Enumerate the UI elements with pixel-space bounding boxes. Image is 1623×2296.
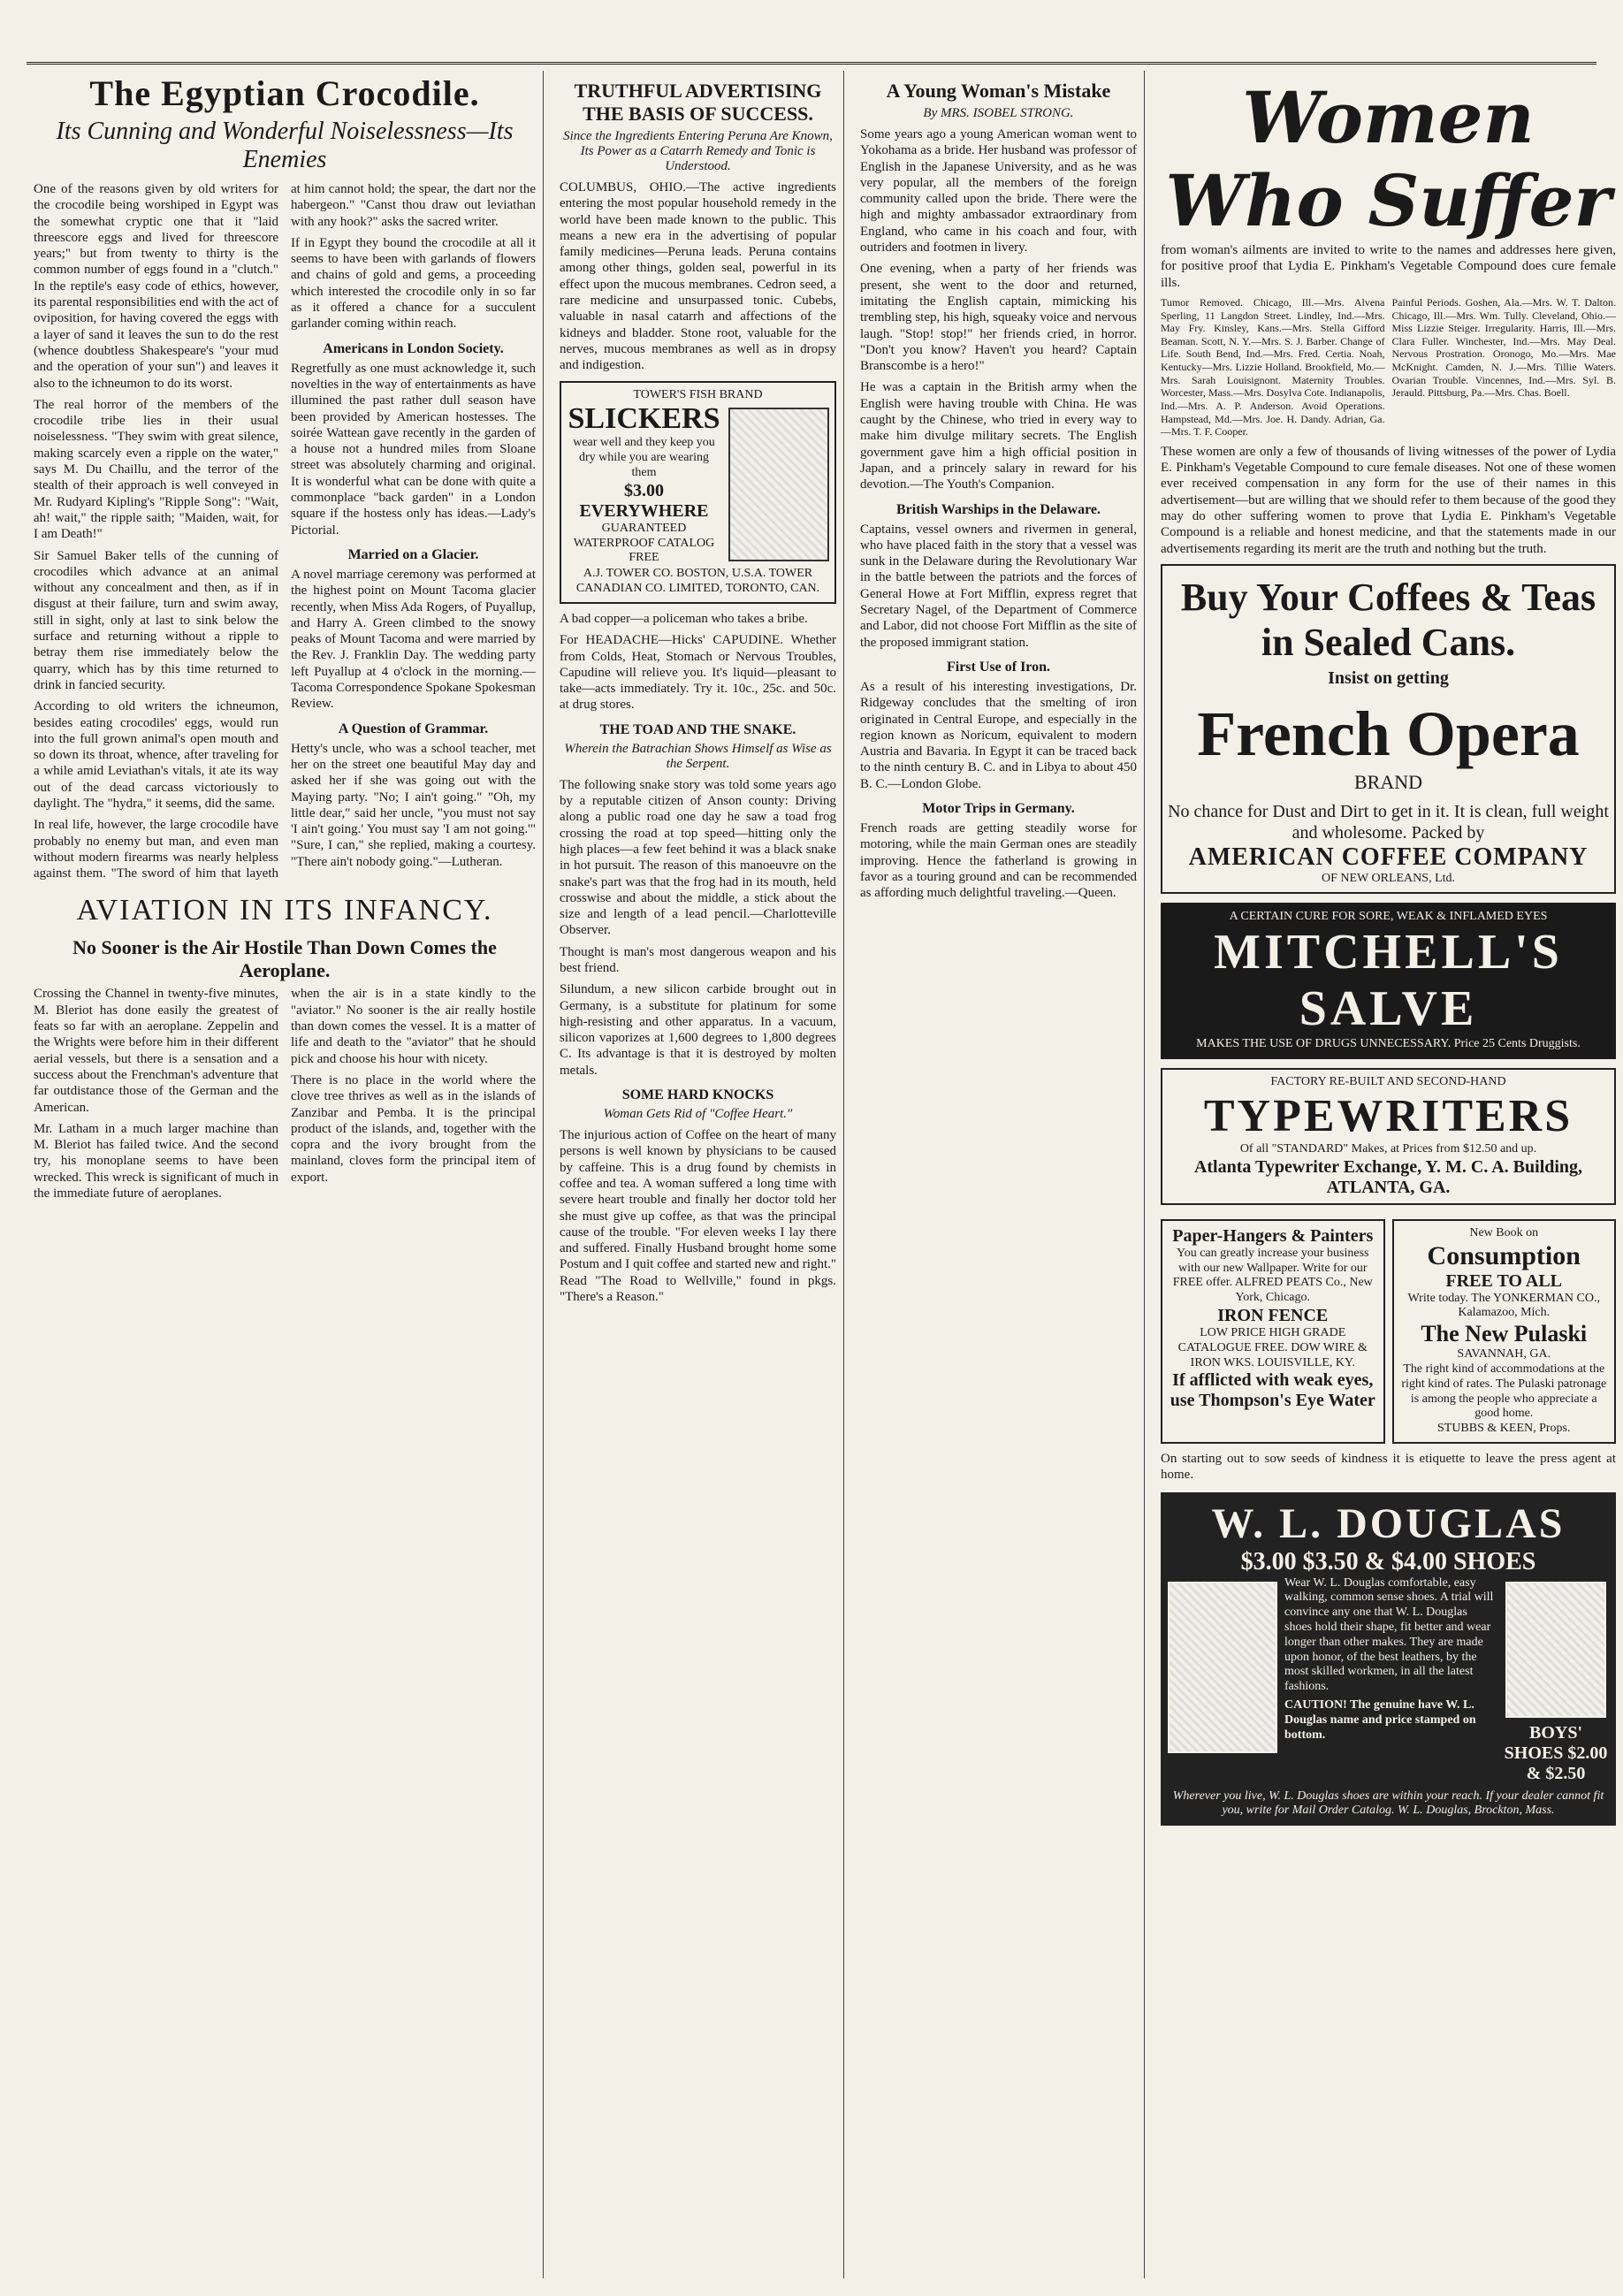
paper-hangers-ad bbox=[1161, 1219, 1385, 1444]
slickers-content bbox=[567, 402, 829, 567]
typewriter-ad bbox=[1161, 1068, 1616, 1205]
silundum-body: Silundum, a new silicon carbide brought out in Germany, is a substitute for platinum for some high-resisting and other apparatus. In a vacuum, silicon vaporizes at 1,600 degrees to 1,800 degrees C. Its advantage is that it is destroyed by molten metals. bbox=[560, 982, 836, 1078]
iron-fence-title: IRON FENCE bbox=[1217, 1306, 1329, 1326]
french-opera-brand: French Opera bbox=[1197, 698, 1580, 769]
peruna-body: COLUMBUS, OHIO.—The active ingredients entering the most popular household remedy in the world have been made known to the public. This means a new era in the advertising of popular family medicines—Peruna leads. Peruna contains among other things, golden seal, powerful in its effect upon the mucous membranes. Cedron seed, a rare medicine and unsurpassed tonic. Cubebs, valuable in nasal catarrh and affections of the kidneys and bladder. Stone root, valuable for the nerves, mucous membranes as well as in dropsy and indigestion. bbox=[560, 180, 836, 373]
peruna-subtitle: Since the Ingredients Entering Peruna Are Known, Its Power as a Catarrh Remedy and Tonic is Understood. bbox=[563, 129, 833, 173]
salve-bottom: MAKES THE USE OF DRUGS UNNECESSARY. Price 25 Cents Druggists. bbox=[1196, 1037, 1581, 1051]
society-body: Regretfully as one must acknowledge it, such novelties in the way of entertainments as have illumined the past rather dull season have been provided by American hostesses. The soirée Wattean gave recently in the garden of a house not a hundred miles from Sloane street was absolutely charming and original. It is wonderful what can be done with quite a commonplace "back garden" in a London square if the hostess only has ideas.—Lady's Pictorial. bbox=[291, 361, 536, 538]
grammar-title: A Question of Grammar. bbox=[338, 721, 489, 736]
slickers-ad bbox=[560, 381, 836, 604]
brand-label: BRAND bbox=[1353, 770, 1422, 793]
slickers-guarantee: GUARANTEED WATERPROOF CATALOG FREE bbox=[573, 521, 715, 565]
eye-water: If afflicted with weak eyes, use Thompson's Eye Water bbox=[1170, 1370, 1375, 1411]
small-ads-row bbox=[1161, 1212, 1616, 1451]
tower-brand: TOWER'S FISH BRAND bbox=[633, 387, 763, 401]
paper-hangers-body: You can greatly increase your business with our new Wallpaper. Write for our FREE offer. ALFRED PEATS Co., New York, Chicago. bbox=[1172, 1246, 1373, 1305]
mistake-title: A Young Woman's Mistake bbox=[886, 80, 1111, 102]
knocks-subtitle: Woman Gets Rid of "Coffee Heart." bbox=[603, 1107, 793, 1122]
toad-subtitle: Wherein the Batrachian Shows Himself as Wise as the Serpent. bbox=[564, 741, 832, 771]
crocodile-para-3: Sir Samuel Baker tells of the cunning of crocodiles which advance at an animal without any concealment and then, as if in disgust at their failure, turn and swim away, still in sight, only at last to sink below the surface and returning without a ripple to betray them rise immediately below the quarry, which has by this time returned to drink in fancied security. bbox=[34, 548, 278, 692]
women-who-suffer-title: Women Who Suffer bbox=[1165, 76, 1612, 242]
top-rule bbox=[27, 62, 1596, 65]
column-crocodile bbox=[27, 71, 544, 2278]
american-coffee-company: AMERICAN COFFEE COMPANY bbox=[1188, 843, 1589, 871]
pulaski-title: The New Pulaski bbox=[1421, 1321, 1588, 1347]
columns bbox=[27, 71, 1616, 2278]
women-intro: from woman's ailments are invited to write to the names and addresses here given, for positive proof that Lydia E. Pinkham's Vegetable Compound does cure female ills. bbox=[1161, 243, 1616, 290]
crocodile-para-2: The real horror of the members of the crocodile tribe lies in their usual noiselessness. "They swim with great silence, making scarcely even a ripple on the water," says M. Du Chaillu, and the terror of the stealth of their approach is well conveyed in Mr. Rudyard Kipling's "Ripple Song": "Wait, ah! wait," the ripple saith; "Maiden, wait, for I am Death!" bbox=[34, 397, 278, 542]
crocodile-headline: The Egyptian Crocodile. bbox=[89, 73, 480, 113]
acc-city: OF NEW ORLEANS, Ltd. bbox=[1321, 871, 1456, 885]
warships-title: British Warships in the Delaware. bbox=[896, 501, 1101, 517]
douglas-portrait bbox=[1505, 1582, 1606, 1718]
mistake-para-1: Some years ago a young American woman went to Yokohama as a bride. Her husband was professor of English in the Japanese University, and as he was very popular, all the members of the foreign community called upon the bride. There were the high and mighty ambassador extraordinary from England, who came in his coach and four, with outriders and footmen in livery. bbox=[860, 127, 1137, 256]
consumption-body: Write today. The YONKERMAN CO., Kalamazoo, Mich. bbox=[1407, 1291, 1600, 1320]
knocks-title: SOME HARD KNOCKS bbox=[621, 1087, 774, 1103]
pulaski-props: STUBBS & KEEN, Props. bbox=[1436, 1422, 1571, 1436]
crocodile-para-4: According to old writers the ichneumon, besides eating crocodiles' eggs, would run into the full grown animal's open mouth and so down its throat, whence, after traveling for a while amid Leviathan's vitals, it ate its way out of the dead carcass victoriously to daylight. The "hydra," it seems, did the same. bbox=[34, 699, 278, 811]
iron-body: As a result of his interesting investigations, Dr. Ridgeway concludes that the smelting of iron originated in Central Europe, and especially in the region known as Noricum, equivalent to modern Austria and Bavaria. In Egypt it can be traced back to the ninth century B. C. and in Libya to about 450 B. C.—London Globe. bbox=[860, 679, 1137, 791]
typewriter-exchange: Atlanta Typewriter Exchange, Y. M. C. A. Building, ATLANTA, GA. bbox=[1193, 1156, 1583, 1197]
mistake-para-3: He was a captain in the British army when the English were having trouble with China. He was caught by the Chinese, who tried in every way to make him divulge military secrets. The English government gave him a high official position in Japan, and a princely salary in reward for his devotion.—The Youth's Companion. bbox=[860, 380, 1137, 492]
douglas-footer: Wherever you live, W. L. Douglas shoes are within your reach. If your dealer cannot fit you, write for Mail Order Catalog. W. L. Douglas, Brockton, Mass. bbox=[1172, 1789, 1604, 1818]
fisherman-illustration bbox=[728, 408, 829, 561]
typewriter-sub: Of all "STANDARD" Makes, at Prices from $12.50 and up. bbox=[1239, 1142, 1537, 1156]
slickers-maker: A.J. TOWER CO. BOSTON, U.S.A. TOWER CANADIAN CO. LIMITED, TORONTO, CAN. bbox=[575, 567, 820, 596]
typewriter-top: FACTORY RE-BUILT AND SECOND-HAND bbox=[1270, 1075, 1506, 1089]
motor-title: Motor Trips in Germany. bbox=[922, 800, 1075, 816]
douglas-name: W. L. DOUGLAS bbox=[1211, 1499, 1566, 1547]
coffee-insist: Insist on getting bbox=[1328, 667, 1449, 688]
knocks-body: The injurious action of Coffee on the heart of many persons is well known by physicians to be caused by caffeine. This is a drug found by chemists in coffee and tea. A woman suffered a long time with severe heart trouble and finally her doctor told her she must give up coffee, as that was the principal cause of the trouble. "For eleven weeks I lay there and suffered. Finally Husband brought home some Postum and I quit coffee and started new and right." Read "The Road to Wellville," found in pkgs. "There's a Reason." bbox=[560, 1128, 836, 1305]
capudine-ad: For HEADACHE—Hicks' CAPUDINE. Whether from Colds, Heat, Stomach or Nervous Troubles, Capudine will relieve you. It's liquid—pleasant to take—acts immediately. Try it. 10c., 25c. and 50c. at drug stores. bbox=[560, 633, 836, 713]
crocodile-body bbox=[34, 181, 536, 881]
coffee-ad bbox=[1161, 564, 1616, 894]
aviation-para-3: when the air is in a state kindly to the "aviator." No sooner is the air really hostile than down comes the vessel. It is a matter of life and death to the "aviator" that he should pick and choose his hour with nicety. bbox=[291, 987, 536, 1066]
salve-ad bbox=[1161, 903, 1616, 1060]
aviation-headline: AVIATION IN ITS INFANCY. bbox=[76, 894, 493, 927]
mistake-byline: By MRS. ISOBEL STRONG. bbox=[923, 106, 1074, 120]
coffee-title: Buy Your Coffees & Teas in Sealed Cans. bbox=[1180, 575, 1596, 664]
mistake-para-2: One evening, when a party of her friends was present, she went to the door and returned, imitating the English captain, mimicking his trembling step, his high, squeaky voice and nervous laugh. "Stop! stop!" her friends cried, in horror. "Don't you know? Haven't you heard? Captain Branscombe is a hero!" bbox=[860, 262, 1137, 374]
pulaski-city: SAVANNAH, GA. bbox=[1457, 1347, 1551, 1362]
aviation-subhead: No Sooner is the Air Hostile Than Down Comes the Aeroplane. bbox=[72, 936, 497, 982]
slickers-subtitle: wear well and they keep you dry while you are wearing them bbox=[573, 436, 715, 479]
salve-top: A CERTAIN CURE FOR SORE, WEAK & INFLAMED EYES bbox=[1229, 909, 1548, 923]
crocodile-para-5: In real life, however, the large crocodile have probably no enemy but man, and even man without modern firearms was nearly helpless against them. "The sword of him that layeth at him cannot hold; the spear, the dart nor the habergeon." "Canst thou draw out leviathan with any hook?" asks the sacred writer. bbox=[34, 182, 536, 881]
douglas-caution: CAUTION! The genuine have W. L. Douglas name and price stamped on bottom. bbox=[1284, 1697, 1476, 1742]
consumption-free: FREE TO ALL bbox=[1445, 1270, 1563, 1291]
typewriters-heading: TYPEWRITERS bbox=[1203, 1091, 1573, 1142]
society-title: Americans in London Society. bbox=[323, 340, 504, 356]
clove-para: There is no place in the world where the clove tree thrives as well as in the islands of Zanzibar and Pemba. It is the principal product of the islands, and, together with the copra and the ivory brought from the mainland, cloves form the principal item of export. bbox=[291, 1072, 536, 1185]
press-agent-note: On starting out to sow seeds of kindness it is etiquette to leave the press agent at home. bbox=[1161, 1452, 1616, 1483]
toad-title: THE TOAD AND THE SNAKE. bbox=[599, 721, 796, 737]
paper-hangers-title: Paper-Hangers & Painters bbox=[1172, 1225, 1374, 1246]
motor-body: French roads are getting steadily worse for motoring, while the main German ones are steadily improving. Hence the fatherland is growing in favor as a touring ground and can be recommended as affording much delightful traveling.—Queen. bbox=[860, 820, 1137, 901]
women-footer: These women are only a few of thousands of living witnesses of the power of Lydia E. Pinkham's Vegetable Compound to cure female diseases. Not one of these women ever received compensation in any form for the use of their names in this advertisement—but are willing that we should refer to them because of the good they may do other suffering women to prove that Lydia E. Pinkham's Vegetable Compound is a reliable and honest medicine, and that the statements made in our advertisements regarding its merit are the truth and nothing but the truth. bbox=[1161, 444, 1616, 556]
crocodile-para-1: One of the reasons given by old writers for the crocodile being worshiped in Egypt was the somewhat cryptic one that it "laid threescore eggs and lived for threescore years;" but from twenty to thirty is the common number of eggs found in a "clutch." In the reptile's easy code of ethics, however, its parental responsibilities end with the act of oviposition, for having covered the eggs with a layer of sand it leaves the sun to do the rest (whence doubtless Shakespeare's "your mud and the operation of your sun") and leaves it also to the ichneumon to do its worst. bbox=[34, 182, 278, 391]
douglas-content bbox=[1168, 1576, 1609, 1784]
thought-line: Thought is man's most dangerous weapon and his best friend. bbox=[560, 944, 836, 975]
testimonial-list-left: Tumor Removed. Chicago, Ill.—Mrs. Alvena Sperling, 11 Langdon Street. Lindley, Ind.—Mrs. May Fry. Kinsley, Kans.—Mrs. Stella Gifford Beaman. Scott, N. Y.—Mrs. S. J. Barber. Change of Life. South Bend, Ind.—Mrs. Fred. Certia. Noah, Kentucky—Mrs. Lizzie Holland. Brookfield, Mo.—Mrs. Sarah Louisignont. Maternity Troubles. Worcester, Mass.—Mrs. Dosylva Cote. Indianapolis, Ind.—Mrs. A. P. Anderson. Avoid Operations. Hampstead, Md.—Mrs. Joe. H. Dandy. Adrian, Ga.—Mrs. T. F. Cooper. bbox=[1161, 295, 1385, 439]
copper-joke: A bad copper—a policeman who takes a bribe. bbox=[560, 611, 808, 626]
testimonial-list-right: Painful Periods. Goshen, Ala.—Mrs. W. T. Dalton. Chicago, Ill.—Mrs. Wm. Tully. Cleveland, Ohio.—Miss Lizzie Steiger. Irregularity. Harris, Ill.—Mrs. Clara Fuller. Winchester, Ind.—Mrs. May Deal. Nervous Prostration. Oronogo, Mo.—Mrs. Mae McKnight. Camden, N. J.—Mrs. Tillie Waters. Ovarian Trouble. Vincennes, Ind.—Mrs. Syl. B. Jerauld. Pittsburg, Pa.—Mrs. Chas. Boell. bbox=[1391, 295, 1616, 400]
consumption-title: Consumption bbox=[1427, 1240, 1581, 1270]
glacier-body: A novel marriage ceremony was performed at the highest point on Mount Tacoma glacier recently, when Miss Ada Rogers, of Puyallup, and Harry A. Green climbed to the snowy peaks of Mount Tacoma and were married by the Rev. J. Franklin Day. The wedding party left Puyallup at 4 o'clock in the morning.—Tacoma Correspondence Spokane Spokesman Review. bbox=[291, 567, 536, 712]
consumption-top: New Book on bbox=[1469, 1225, 1539, 1240]
pulaski-body: The right kind of accommodations at the right kind of rates. The Pulaski patronage is among the people who appreciate a good home. bbox=[1401, 1362, 1607, 1421]
salve-name: MITCHELL'S SALVE bbox=[1214, 925, 1563, 1037]
column-ads bbox=[1154, 71, 1623, 2278]
crocodile-subhead: Its Cunning and Wonderful Noiselessness—Its Enemies bbox=[56, 118, 514, 173]
iron-fence-sub: LOW PRICE HIGH GRADE CATALOGUE FREE. DOW WIRE & IRON WKS. LOUISVILLE, KY. bbox=[1177, 1326, 1368, 1369]
crocodile-para-6: If in Egypt they bound the crocodile at all it seems to have been with garlands of flowers and chains of gold and gems, a proceeding which interested the crocodile only in so far as it offered a chance for a succulent garlander coming within reach. bbox=[291, 235, 536, 332]
peruna-title: TRUTHFUL ADVERTISING THE BASIS OF SUCCESS. bbox=[574, 80, 822, 125]
douglas-prices: $3.00 $3.50 & $4.00 SHOES bbox=[1240, 1547, 1536, 1575]
coffee-tagline: No chance for Dust and Dirt to get in it. It is clean, full weight and wholesome. Packed by bbox=[1168, 801, 1609, 843]
warships-body: Captains, vessel owners and rivermen in general, who have placed faith in the story that a vessel was sunk in the Delaware during the Revolutionary War in the battle between the patriots and the forces of General Howe at Fort Mifflin, express regret that Secretary Nagel, of the Department of Commerce and Labor, did not choose Fort Mifflin as the site of the proposed immigrant station. bbox=[860, 522, 1137, 650]
testimonial-lists bbox=[1161, 296, 1616, 444]
slickers-heading: SLICKERS bbox=[568, 402, 720, 436]
column-advertising bbox=[552, 71, 844, 2278]
grammar-body: Hetty's uncle, who was a school teacher, met her on the street one beautiful May day and asked her if she was going out with the Maying party. "No; I ain't going." "Oh, my little dear," said her uncle, "you must not say 'I ain't going.' You must say 'I am not going.'" "Sure, I can," she replied, making a courtesy. "There ain't nobody going."—Lutheran. bbox=[291, 741, 536, 869]
douglas-ad bbox=[1161, 1492, 1616, 1827]
boys-shoes: BOYS' SHOES $2.00 & $2.50 bbox=[1504, 1722, 1608, 1783]
column-stories bbox=[853, 71, 1145, 2278]
aviation-body bbox=[34, 986, 536, 1201]
iron-title: First Use of Iron. bbox=[946, 659, 1051, 675]
aviation-para-2: Mr. Latham in a much larger machine than M. Bleriot has failed twice. And the second try, his monoplane seems to have been wrecked. This wreck is significant of much in the immediate future of aeroplanes. bbox=[34, 1121, 278, 1201]
aviation-para-1: Crossing the Channel in twenty-five minutes, M. Bleriot has done easily the greatest of feats so far with an aeroplane. Zeppelin and the Wrights were before him in their different aerial vessels, but there is a sensation and a success about the Frenchman's adventure that far outdistance those of the German and the American. bbox=[34, 987, 278, 1115]
slickers-price: $3.00 EVERYWHERE bbox=[579, 480, 709, 521]
douglas-body: Wear W. L. Douglas comfortable, easy walking, common sense shoes. A trial will convince any one that W. L. Douglas shoes hold their shape, fit better and wear longer than other makes. They are made upon honor, of the best leathers, by the most skilled workmen, in all the latest fashions. bbox=[1284, 1575, 1494, 1694]
toad-body: The following snake story was told some years ago by a reputable citizen of Anson county: Driving along a public road one day he saw a toad frog crossing the road at top speed—hitting only the high places—a few feet behind it was a black snake in hot pursuit. The reason of this manoeuvre on the snake's part was that the frog had in its mouth, held crosswise and about the middle, a stick about the size and length of a lead pencil.—Charlotteville Observer. bbox=[560, 777, 836, 938]
glacier-title: Married on a Glacier. bbox=[347, 546, 479, 562]
shoe-illustration bbox=[1168, 1582, 1277, 1753]
consumption-ad bbox=[1392, 1219, 1617, 1444]
